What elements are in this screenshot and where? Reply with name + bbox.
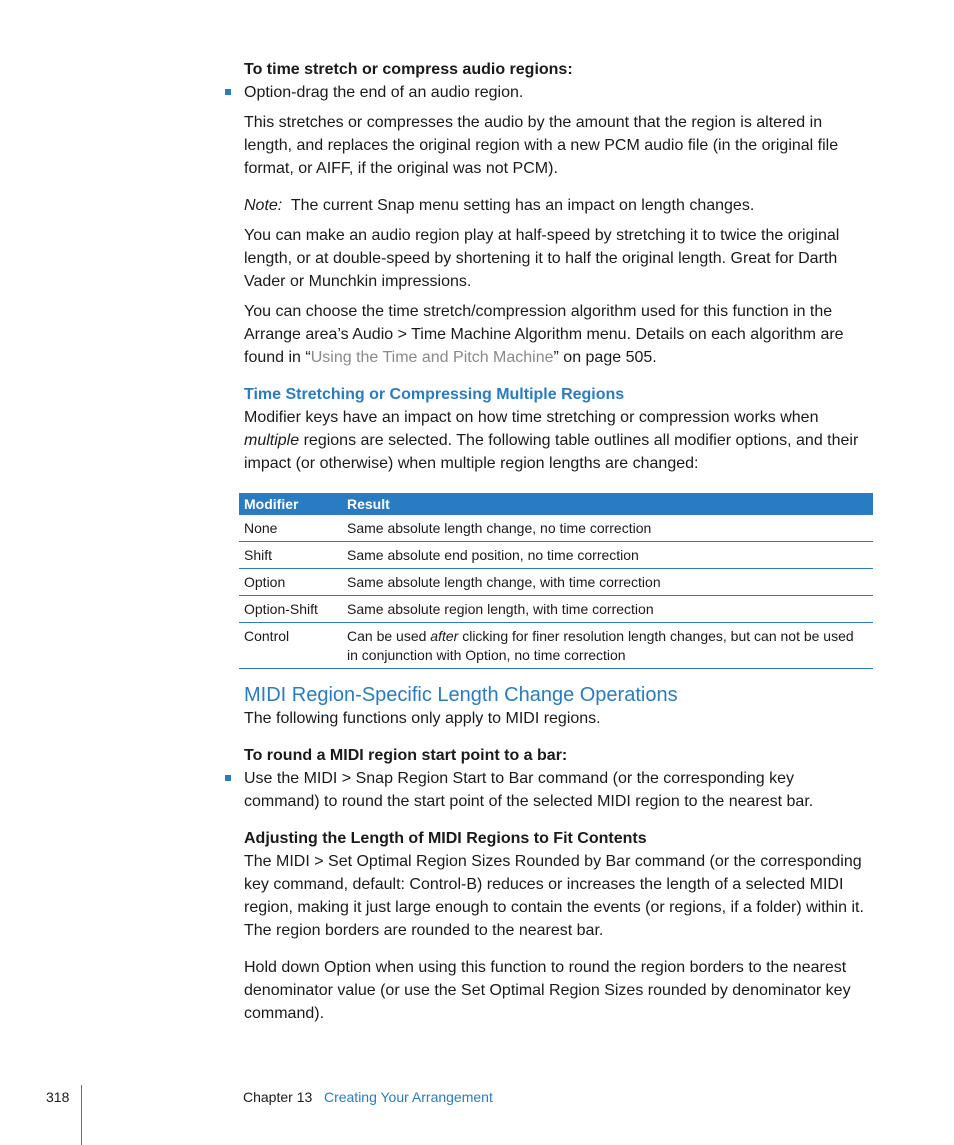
- emphasis: multiple: [244, 432, 300, 449]
- bullet-item: Option-drag the end of an audio region.: [244, 84, 524, 101]
- chapter-label: Chapter 13: [243, 1089, 313, 1105]
- result-cell: Same absolute end position, no time correction: [342, 542, 873, 569]
- result-cell: [342, 623, 873, 669]
- result-text: clicking for finer resolution length changes, but can not be used in conjunction with Option, no time correction: [347, 628, 854, 663]
- modifier-cell: Option-Shift: [239, 596, 342, 623]
- result-cell: Same absolute region length, with time correction: [342, 596, 873, 623]
- paragraph: You can make an audio region play at half-speed by stretching it to twice the original length, or at double-speed by shortening it to half the original length. Great for Darth Vader or Munchkin impressions.: [244, 227, 840, 290]
- modifier-cell: Option: [239, 569, 342, 596]
- paragraph-text: regions are selected. The following table outlines all modifier options, and their impact (or otherwise) when multiple region lengths are changed:: [244, 432, 859, 472]
- emphasis: after: [430, 628, 459, 644]
- note-label: Note:: [244, 197, 283, 214]
- table-row: [239, 515, 873, 542]
- chapter-title-link[interactable]: Creating Your Arrangement: [323, 1089, 493, 1105]
- modifier-cell: Control: [239, 623, 342, 669]
- footer-chapter: [243, 1086, 493, 1109]
- cross-reference-link[interactable]: Using the Time and Pitch Machine: [310, 349, 554, 366]
- page-number: 318: [46, 1089, 70, 1105]
- paragraph: [244, 406, 874, 475]
- bullet-icon: [225, 775, 231, 781]
- modifier-cell: Shift: [239, 542, 342, 569]
- table-row: [239, 596, 873, 623]
- bullet-icon: [225, 89, 231, 95]
- sub-heading-adjust-length: Adjusting the Length of MIDI Regions to Fit Contents: [244, 830, 647, 847]
- result-text: Can be used: [347, 628, 431, 644]
- column-header-modifier: Modifier: [239, 493, 342, 515]
- section-heading-midi: MIDI Region-Specific Length Change Operations: [244, 684, 678, 706]
- bullet-item: Use the MIDI > Snap Region Start to Bar command (or the corresponding key command) to round the start point of the selected MIDI region to the nearest bar.: [244, 770, 814, 810]
- paragraph: The MIDI > Set Optimal Region Sizes Rounded by Bar command (or the corresponding key command, default: Control-B) reduces or increases the length of a selected MIDI region, making it just large enough to contain the events (or regions, if a folder) within it. The region borders are rounded to the nearest bar.: [244, 853, 864, 939]
- table-row: [239, 623, 873, 669]
- modifier-cell: None: [239, 515, 342, 542]
- sub-heading-round-start: To round a MIDI region start point to a bar:: [244, 747, 568, 764]
- footer-divider: [81, 1085, 82, 1145]
- table-header-row: [239, 493, 873, 515]
- section-heading-multiple-regions: Time Stretching or Compressing Multiple Regions: [244, 386, 625, 403]
- result-cell: Same absolute length change, no time correction: [342, 515, 873, 542]
- table-row: [239, 542, 873, 569]
- note-paragraph: [244, 194, 874, 217]
- paragraph: This stretches or compresses the audio by the amount that the region is altered in length, and replaces the original region with a new PCM audio file (in the original file format, or AIFF, if the original was not PCM).: [244, 114, 839, 177]
- column-header-result: Result: [342, 493, 873, 515]
- note-text: The current Snap menu setting has an impact on length changes.: [290, 197, 755, 214]
- table-row: [239, 569, 873, 596]
- paragraph-text: You can choose the time stretch/compression algorithm used for this function in the Arrange area’s Audio > Time Machine Algorithm menu. Details on each algorithm are found in “: [244, 303, 844, 366]
- paragraph-text: Modifier keys have an impact on how time stretching or compression works when: [244, 409, 819, 426]
- paragraph: Hold down Option when using this function to round the region borders to the nearest denominator value (or use the Set Optimal Region Sizes rounded by denominator key command).: [244, 959, 851, 1022]
- section-heading-time-stretch: To time stretch or compress audio regions:: [244, 61, 573, 78]
- result-cell: Same absolute length change, with time correction: [342, 569, 873, 596]
- paragraph: [244, 300, 874, 369]
- paragraph-text: ” on page 505.: [553, 349, 657, 366]
- paragraph: The following functions only apply to MIDI regions.: [244, 710, 601, 727]
- modifier-table: [239, 493, 873, 669]
